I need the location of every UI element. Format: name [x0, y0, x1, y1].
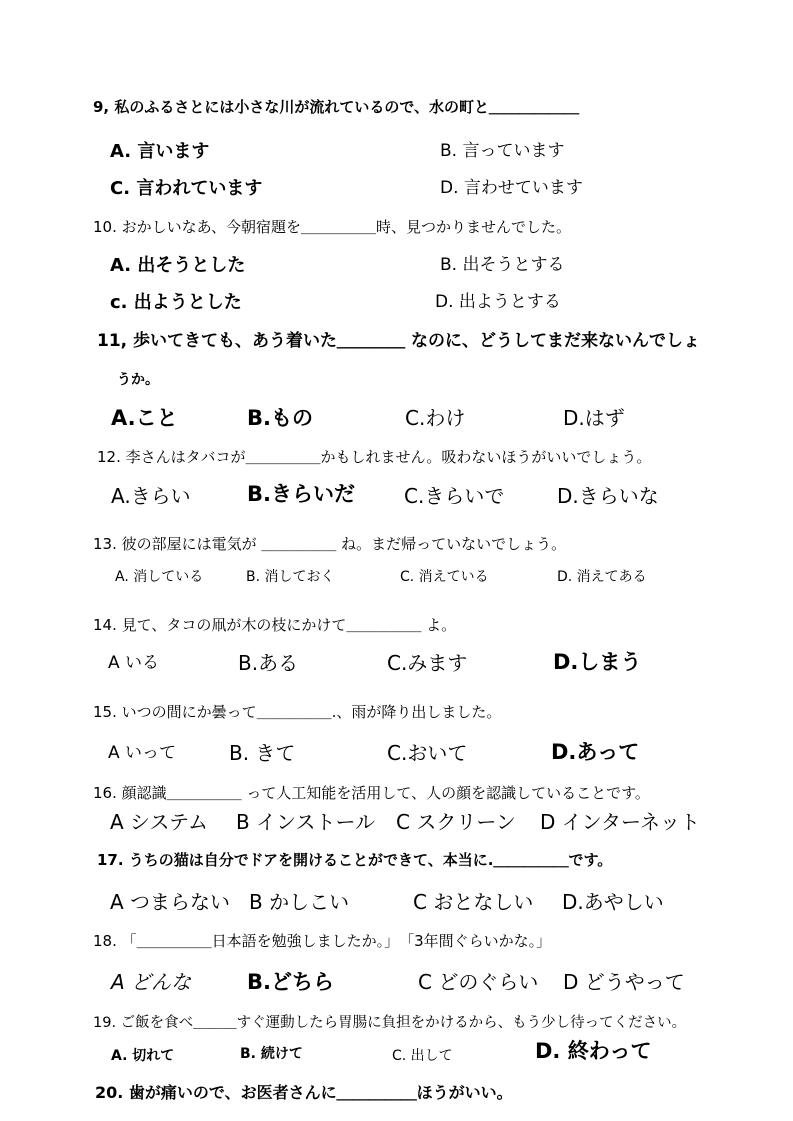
- question-16-option-c[interactable]: C スクリーン: [396, 810, 516, 834]
- question-9-option-a[interactable]: A. 言います: [110, 141, 210, 162]
- question-10-option-c[interactable]: c. 出ようとした: [110, 292, 242, 313]
- question-16-option-d[interactable]: D インターネット: [540, 810, 700, 834]
- question-13-option-d[interactable]: D. 消えてある: [557, 569, 647, 585]
- question-11-stem: 11, 歩いてきても、あう着いた＿＿＿＿ なのに、どうしてまだ来ないんでしょ: [97, 331, 700, 351]
- question-15-option-b[interactable]: B. きて: [229, 741, 296, 765]
- question-9-option-c[interactable]: C. 言われています: [110, 178, 263, 199]
- question-14-option-c[interactable]: C.みます: [387, 651, 468, 675]
- question-17-stem: 17. うちの猫は自分でドアを開けることができて、本当に.＿＿＿＿＿です。: [97, 851, 613, 869]
- question-17-option-c[interactable]: C おとなしい: [413, 890, 534, 914]
- question-18-option-a[interactable]: A どんな: [111, 970, 192, 994]
- question-15-stem: 15. いつの間にか曇って＿＿＿＿＿.、雨が降り出しました。: [93, 703, 502, 721]
- question-16-option-b[interactable]: B インストール: [236, 810, 376, 834]
- question-13-option-a[interactable]: A. 消している: [115, 569, 204, 585]
- question-15-option-d[interactable]: D.あって: [551, 740, 640, 764]
- question-14-stem: 14. 見て、タコの凧が木の枝にかけて＿＿＿＿＿ よ。: [93, 616, 457, 634]
- question-10-option-a[interactable]: A. 出そうとした: [110, 255, 246, 276]
- question-11-option-b[interactable]: B.もの: [247, 406, 313, 430]
- question-15-option-a[interactable]: A いって: [108, 743, 177, 763]
- question-12-option-c[interactable]: C.きらいで: [404, 484, 505, 508]
- question-10-option-d[interactable]: D. 出ようとする: [435, 292, 561, 312]
- question-14-option-b[interactable]: B.ある: [238, 651, 299, 675]
- question-11-option-a[interactable]: A.こと: [111, 406, 178, 430]
- question-18-option-b[interactable]: B.どちら: [247, 970, 334, 994]
- question-14-option-a[interactable]: A いる: [108, 653, 160, 673]
- question-19-stem: 19. ご飯を食べ＿＿＿すぐ運動したら胃腸に負担をかけるから、もう少し待ってください。: [93, 1015, 687, 1031]
- question-18-stem: 18. 「＿＿＿＿＿日本語を勉強しましたか。」 「3年間ぐらいかな。」: [93, 932, 552, 950]
- question-13-option-b[interactable]: B. 消しておく: [246, 569, 335, 585]
- question-17-option-b[interactable]: B かしこい: [249, 890, 350, 914]
- question-18-option-c[interactable]: C どのぐらい: [418, 970, 539, 994]
- question-13-option-c[interactable]: C. 消えている: [400, 569, 489, 585]
- question-19-option-d[interactable]: D. 終わって: [535, 1039, 652, 1063]
- question-15-option-c[interactable]: C.おいて: [387, 741, 468, 765]
- question-9-stem: 9, 私のふるさとには小さな川が流れているので、水の町と＿＿＿＿＿＿: [93, 98, 580, 116]
- question-14-option-d[interactable]: D.しまう: [553, 650, 642, 674]
- question-13-stem: 13. 彼の部屋には電気が ＿＿＿＿＿ ね。まだ帰っていないでしょう。: [93, 535, 567, 553]
- question-10-option-b[interactable]: B. 出そうとする: [440, 255, 565, 275]
- question-16-stem: 16. 顔認識＿＿＿＿＿ って人工知能を活用して、人の顔を認識していることです。: [93, 784, 650, 802]
- question-18-option-d[interactable]: D どうやって: [563, 970, 685, 994]
- question-19-option-a[interactable]: A. 切れて: [111, 1048, 175, 1064]
- question-19-option-c[interactable]: C. 出して: [392, 1048, 453, 1064]
- question-12-stem: 12. 李さんはタバコが＿＿＿＿＿かもしれません。吸わないほうがいいでしょう。: [97, 448, 652, 466]
- question-17-option-d[interactable]: D.あやしい: [562, 890, 664, 914]
- question-19-option-b[interactable]: B. 続けて: [240, 1046, 303, 1062]
- question-12-option-b[interactable]: B.きらいだ: [247, 482, 355, 506]
- question-16-option-a[interactable]: A システム: [110, 810, 209, 834]
- question-11-option-c[interactable]: C.わけ: [405, 406, 466, 430]
- question-17-option-a[interactable]: A つまらない: [110, 890, 231, 914]
- question-12-option-d[interactable]: D.きらいな: [557, 484, 659, 508]
- question-11-option-d[interactable]: D.はず: [563, 406, 625, 430]
- question-12-option-a[interactable]: A.きらい: [111, 484, 191, 508]
- question-10-stem: 10. おかしいなあ、今朝宿題を＿＿＿＿＿時、見つかりませんでした。: [93, 218, 572, 236]
- question-9-option-b[interactable]: B. 言っています: [440, 141, 565, 161]
- question-11-stem-continued: うか。: [117, 372, 159, 388]
- question-9-option-d[interactable]: D. 言わせています: [440, 178, 583, 198]
- question-20-stem: 20. 歯が痛いので、お医者さんに＿＿＿＿＿ほうがいい。: [95, 1083, 513, 1102]
